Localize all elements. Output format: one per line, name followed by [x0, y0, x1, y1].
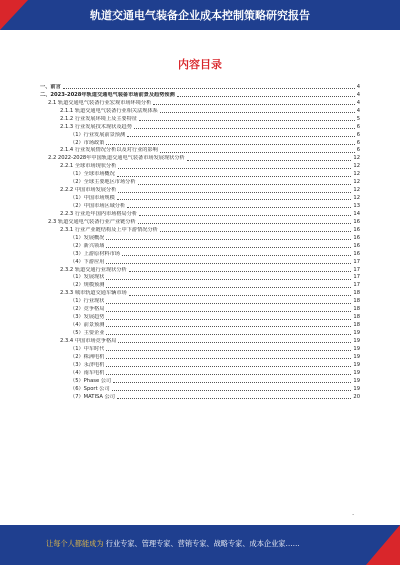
toc-leader-dots [139, 215, 351, 216]
toc-entry-text: （6）Sport 公司 [70, 385, 110, 392]
toc-entry-page: 18 [353, 306, 360, 313]
toc-entry-page: 14 [353, 210, 360, 217]
toc-entry-page: 19 [353, 377, 360, 384]
toc-entry-text: （4）南车电机 [70, 369, 105, 376]
toc-entry-text: （2）全球主要地区市场分析 [70, 179, 136, 186]
toc-entry-page: 12 [353, 155, 360, 162]
toc-entry[interactable] [40, 250, 360, 258]
toc-leader-dots [160, 152, 355, 153]
toc-entry-page: 12 [353, 195, 360, 202]
toc-entry[interactable] [40, 178, 360, 186]
footer-slogan-body: 行业专家、管理专家、营销专家、战略专家、成本企业家…… [103, 539, 300, 548]
page-header [0, 0, 400, 30]
toc-leader-dots [106, 303, 351, 304]
toc-leader-dots [118, 192, 351, 193]
toc-entry-page: 17 [353, 266, 360, 273]
toc-entry-page: 20 [353, 393, 360, 400]
toc-entry-text: 2.2.2 中国市场发展分析 [60, 187, 117, 194]
toc-entry-text: 2.2.1 全球市场现状分析 [60, 163, 117, 170]
toc-entry-text: 2.3.2 轨道交通行业现状分析 [60, 266, 127, 273]
toc-entry-page: 19 [353, 345, 360, 352]
toc-entry[interactable] [40, 226, 360, 234]
toc-entry[interactable] [40, 377, 360, 385]
toc-entry[interactable] [40, 186, 360, 194]
toc-entry-text: （1）发展现状 [70, 274, 105, 281]
toc-leader-dots [106, 366, 351, 367]
toc-entry-text: （2）新兴领域 [70, 242, 105, 249]
toc-entry[interactable] [40, 115, 360, 123]
toc-entry[interactable] [40, 337, 360, 345]
toc-entry-page: 4 [356, 83, 360, 90]
toc-entry-text: （2）规模预测 [70, 282, 105, 289]
toc-entry[interactable] [40, 329, 360, 337]
toc-entry-text: （4）前景预测 [70, 322, 105, 329]
toc-list [40, 83, 360, 401]
toc-entry[interactable] [40, 99, 360, 107]
toc-entry-text: （1）全球市场概况 [70, 171, 115, 178]
toc-entry[interactable] [40, 385, 360, 393]
toc-entry[interactable] [40, 266, 360, 274]
toc-entry-page: 6 [356, 147, 360, 154]
toc-entry-page: 19 [353, 361, 360, 368]
toc-leader-dots [177, 96, 355, 97]
toc-entry-text: 二、2023-2028年轨道交通电气装备市场前景及趋势预测 [40, 91, 175, 98]
toc-leader-dots [106, 311, 351, 312]
toc-entry[interactable] [40, 83, 360, 91]
toc-entry[interactable] [40, 91, 360, 99]
toc-entry[interactable] [40, 321, 360, 329]
toc-entry-page: 18 [353, 298, 360, 305]
toc-entry[interactable] [40, 202, 360, 210]
toc-leader-dots [106, 279, 351, 280]
toc-leader-dots [118, 168, 351, 169]
toc-leader-dots [106, 350, 351, 351]
toc-entry-page: 17 [353, 274, 360, 281]
toc-leader-dots [106, 263, 351, 264]
toc-entry-page: 17 [353, 258, 360, 265]
toc-entry[interactable] [40, 147, 360, 155]
toc-entry[interactable] [40, 154, 360, 162]
toc-entry-text: 2.1.3 行业发展技术现状及趋势 [60, 123, 132, 130]
toc-entry[interactable] [40, 353, 360, 361]
toc-entry-text: （2）中国市场区域分析 [70, 203, 126, 209]
toc-entry-text: （7）MATISA 公司 [70, 393, 115, 400]
toc-entry-page: 17 [353, 282, 360, 289]
toc-leader-dots [127, 207, 351, 208]
toc-entry[interactable] [40, 297, 360, 305]
toc-entry-text: （3）永济电机 [70, 361, 105, 368]
report-title: 轨道交通电气装备企业成本控制策略研究报告 [90, 9, 310, 22]
toc-entry-text: 2.1.2 行业发展环境上及主要特征 [60, 115, 138, 122]
toc-leader-dots [187, 160, 352, 161]
toc-entry-page: 16 [353, 242, 360, 249]
toc-entry-text: （3）发展趋势 [70, 314, 105, 321]
toc-entry-page: 16 [353, 226, 360, 233]
toc-entry-page: 12 [353, 179, 360, 186]
toc-leader-dots [118, 342, 351, 343]
toc-leader-dots [122, 255, 351, 256]
toc-entry-text: （2）市场政策 [70, 139, 105, 146]
toc-entry[interactable] [40, 369, 360, 377]
footer-slogan-prefix: 让每个人都能成为 [46, 539, 104, 548]
toc-entry-page: 4 [356, 99, 360, 106]
toc-leader-dots [139, 120, 355, 121]
toc-entry-text: 2.3.3 城市轨道交通车辆市场 [60, 290, 127, 297]
toc-entry-page: 6 [356, 139, 360, 146]
toc-entry[interactable] [40, 242, 360, 250]
toc-entry-text: （1）中国市场规模 [70, 195, 115, 202]
toc-entry[interactable] [40, 218, 360, 226]
toc-entry-page: 5 [356, 115, 360, 122]
toc-entry-text: （3）上游原材料市场 [70, 250, 120, 257]
toc-entry[interactable] [40, 139, 360, 147]
toc-leader-dots [106, 319, 351, 320]
toc-entry-text: （2）株洲电机 [70, 353, 105, 360]
toc-entry-text: （1）行业发展前景预测 [70, 131, 126, 138]
toc-leader-dots [106, 358, 351, 359]
toc-entry-page: 18 [353, 322, 360, 329]
toc-leader-dots [113, 382, 351, 383]
toc-leader-dots [117, 398, 351, 399]
toc-entry-text: 2.1 轨道交通电气装备行业宏观市场环境分析 [48, 99, 152, 106]
toc-leader-dots [106, 374, 351, 375]
toc-leader-dots [138, 223, 352, 224]
toc-entry-text: 2.3.4 中国市场竞争格局 [60, 337, 117, 344]
toc-entry-text: （5）主要企业 [70, 330, 105, 336]
toc-entry-text: （1）发展概况 [70, 234, 105, 241]
toc-heading: 内容目录 [178, 58, 222, 71]
toc-entry[interactable] [40, 170, 360, 178]
toc-entry-page: 13 [353, 203, 360, 209]
toc-leader-dots [127, 136, 355, 137]
toc-leader-dots [117, 199, 352, 200]
toc-entry-text: （2）竞争格局 [70, 306, 105, 313]
toc-leader-dots [153, 104, 354, 105]
page-marker: - [352, 512, 354, 518]
toc-entry-page: 4 [356, 107, 360, 114]
toc-entry-text: 2.3.1 行业产业链结构及上中下游情况分析 [60, 226, 158, 233]
toc-entry-page: 12 [353, 163, 360, 170]
toc-entry-page: 4 [356, 91, 360, 98]
toc-entry[interactable] [40, 162, 360, 170]
toc-entry[interactable] [40, 123, 360, 131]
toc-entry[interactable] [40, 258, 360, 266]
toc-leader-dots [160, 231, 352, 232]
footer-slogan [46, 539, 300, 549]
toc-entry-text: 2.1.1 轨道交通电气装备行业相关法规体系 [60, 107, 158, 114]
toc-entry[interactable] [40, 210, 360, 218]
toc-leader-dots [106, 334, 351, 335]
toc-leader-dots [138, 184, 352, 185]
toc-entry[interactable] [40, 361, 360, 369]
toc-entry-text: （1）中车时代 [70, 345, 105, 352]
toc-entry-page: 6 [356, 123, 360, 130]
toc-entry[interactable] [40, 393, 360, 401]
toc-leader-dots [63, 88, 355, 89]
toc-entry-page: 19 [353, 385, 360, 392]
toc-leader-dots [106, 326, 351, 327]
toc-leader-dots [106, 239, 351, 240]
toc-entry[interactable] [40, 194, 360, 202]
toc-leader-dots [160, 112, 355, 113]
toc-entry-page: 18 [353, 290, 360, 297]
toc-entry[interactable] [40, 281, 360, 289]
toc-entry-text: （1）行业现状 [70, 298, 105, 305]
toc-entry[interactable] [40, 313, 360, 321]
toc-entry-page: 16 [353, 250, 360, 257]
toc-entry-page: 19 [353, 337, 360, 344]
toc-entry[interactable] [40, 131, 360, 139]
toc-entry-page: 16 [353, 234, 360, 241]
toc-entry-text: 2.3 轨道交通电气装备行业产业链分析 [48, 218, 136, 225]
toc-entry-page: 12 [353, 171, 360, 178]
toc-entry-text: 2.2 2022-2028年中国轨道交通电气装备市场发展现状分析 [48, 155, 185, 162]
toc-entry-page: 12 [353, 187, 360, 194]
toc-leader-dots [134, 128, 355, 129]
page-footer [0, 525, 400, 565]
toc-leader-dots [106, 287, 351, 288]
toc-leader-dots [112, 390, 352, 391]
toc-leader-dots [129, 295, 352, 296]
toc-leader-dots [129, 271, 352, 272]
toc-entry-page: 19 [353, 330, 360, 336]
toc-entry-page: 19 [353, 369, 360, 376]
toc-entry-page: 16 [353, 218, 360, 225]
toc-entry[interactable] [40, 289, 360, 297]
toc-entry-text: 2.1.4 行业发展情况分析以及对行业的影响 [60, 147, 158, 154]
footer-red-corner [366, 525, 400, 565]
toc-entry-page: 6 [356, 131, 360, 138]
toc-entry[interactable] [40, 345, 360, 353]
toc-entry[interactable] [40, 234, 360, 242]
toc-entry-page: 18 [353, 314, 360, 321]
toc-entry[interactable] [40, 305, 360, 313]
toc-entry[interactable] [40, 274, 360, 282]
toc-entry-page: 19 [353, 353, 360, 360]
toc-entry-text: 一、前言 [40, 83, 61, 90]
toc-leader-dots [106, 247, 351, 248]
toc-entry-text: （5）Phase 公司 [70, 377, 112, 384]
toc-entry-text: （4）下游应用 [70, 258, 105, 265]
toc-entry-text: 2.2.3 行业近年国内市场格局分析 [60, 210, 138, 217]
toc-leader-dots [117, 176, 352, 177]
toc-leader-dots [106, 144, 354, 145]
toc-entry[interactable] [40, 107, 360, 115]
